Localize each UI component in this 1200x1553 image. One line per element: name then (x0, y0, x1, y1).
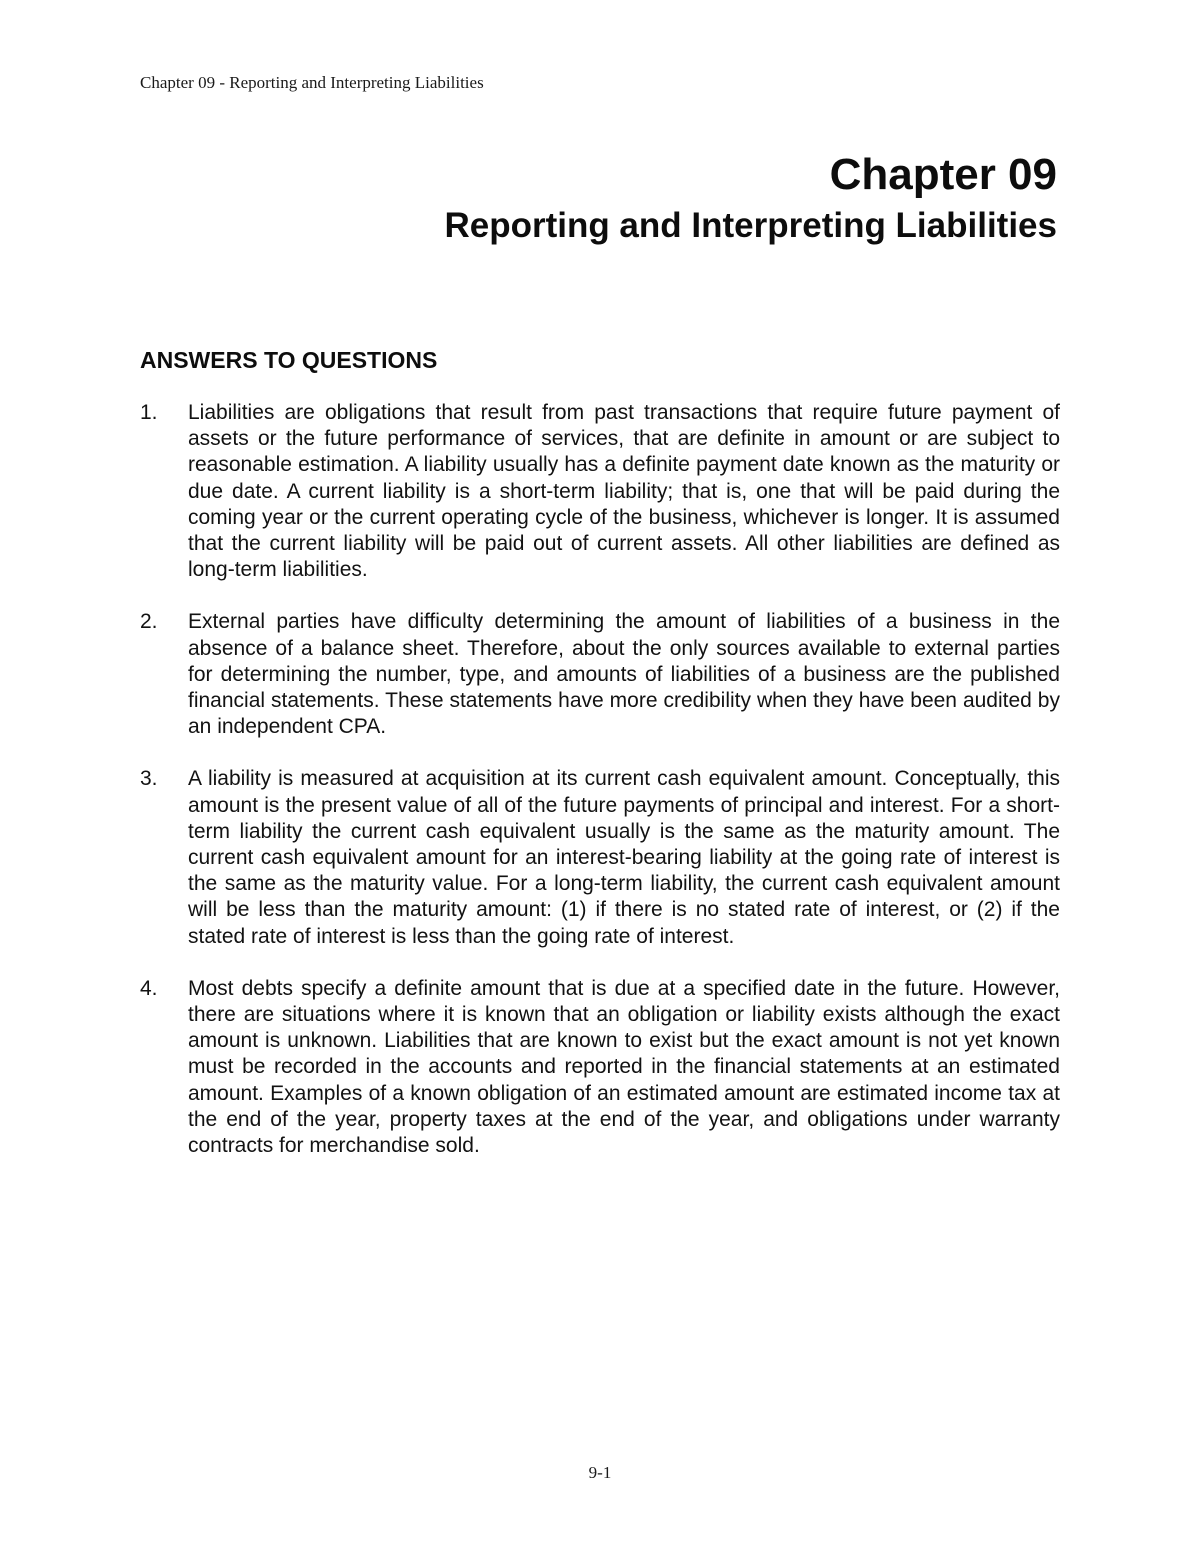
answer-number: 2. (140, 610, 158, 634)
answer-number: 1. (140, 401, 158, 424)
answer-text: A liability is measured at acquisition at its current cash equivalent amount. Conceptually, this amount is the present value of all of the future payments of principal and interest. For a short-term liability the current cash equivalent usually is the same as the maturity amount. The current cash equivalent amount for an interest-bearing liability at the going rate of interest is the same as the maturity value. For a long-term liability, the current cash equivalent amount will be less than the maturity amount: (1) if there is no stated rate of interest, or (2) if the stated rate of interest is less than the going rate of interest. (188, 767, 1060, 948)
section-heading: ANSWERS TO QUESTIONS (140, 347, 438, 373)
chapter-number: Chapter 09 (829, 150, 1057, 199)
running-header: Chapter 09 - Reporting and Interpreting Liabilities (140, 73, 484, 92)
answer-item (140, 976, 1060, 1159)
answers-list (140, 400, 1060, 1185)
answer-number: 3. (140, 767, 158, 791)
page-number: 9-1 (588, 1463, 612, 1482)
title-block (444, 150, 1057, 248)
chapter-title: Reporting and Interpreting Liabilities (444, 206, 1057, 245)
answer-text: Most debts specify a definite amount that is due at a specified date in the future. However, there are situations where it is known that an obligation or liability exists although the exact amount is unknown. Liabilities that are known to exist but the exact amount is not yet known must be recorded in the accounts and reported in the financial statements at an estimated amount. Examples of a known obligation of an estimated amount are estimated income tax at the end of the year, property taxes at the end of the year, and obligations under warranty contracts for merchandise sold. (188, 976, 1060, 1158)
answer-item (140, 400, 1060, 583)
answer-text: Liabilities are obligations that result from past transactions that require future payment of assets or the future performance of services, that are definite in amount or are subject to reasonable estimation. A liability usually has a definite payment date known as the maturity or due date. A current liability is a short-term liability; that is, one that will be paid during the coming year or the current operating cycle of the business, whichever is longer. It is assumed that the current liability will be paid out of current assets. All other liabilities are defined as long-term liabilities. (188, 401, 1060, 582)
answer-item (140, 766, 1060, 949)
answer-text: External parties have difficulty determining the amount of liabilities of a business in the absence of a balance sheet. Therefore, about the only sources available to external parties for determining the number, type, and amounts of liabilities of a business are the published financial statements. These statements have more credibility when they have been audited by an independent CPA. (188, 610, 1060, 739)
answer-number: 4. (140, 976, 158, 1000)
answer-item (140, 609, 1060, 740)
